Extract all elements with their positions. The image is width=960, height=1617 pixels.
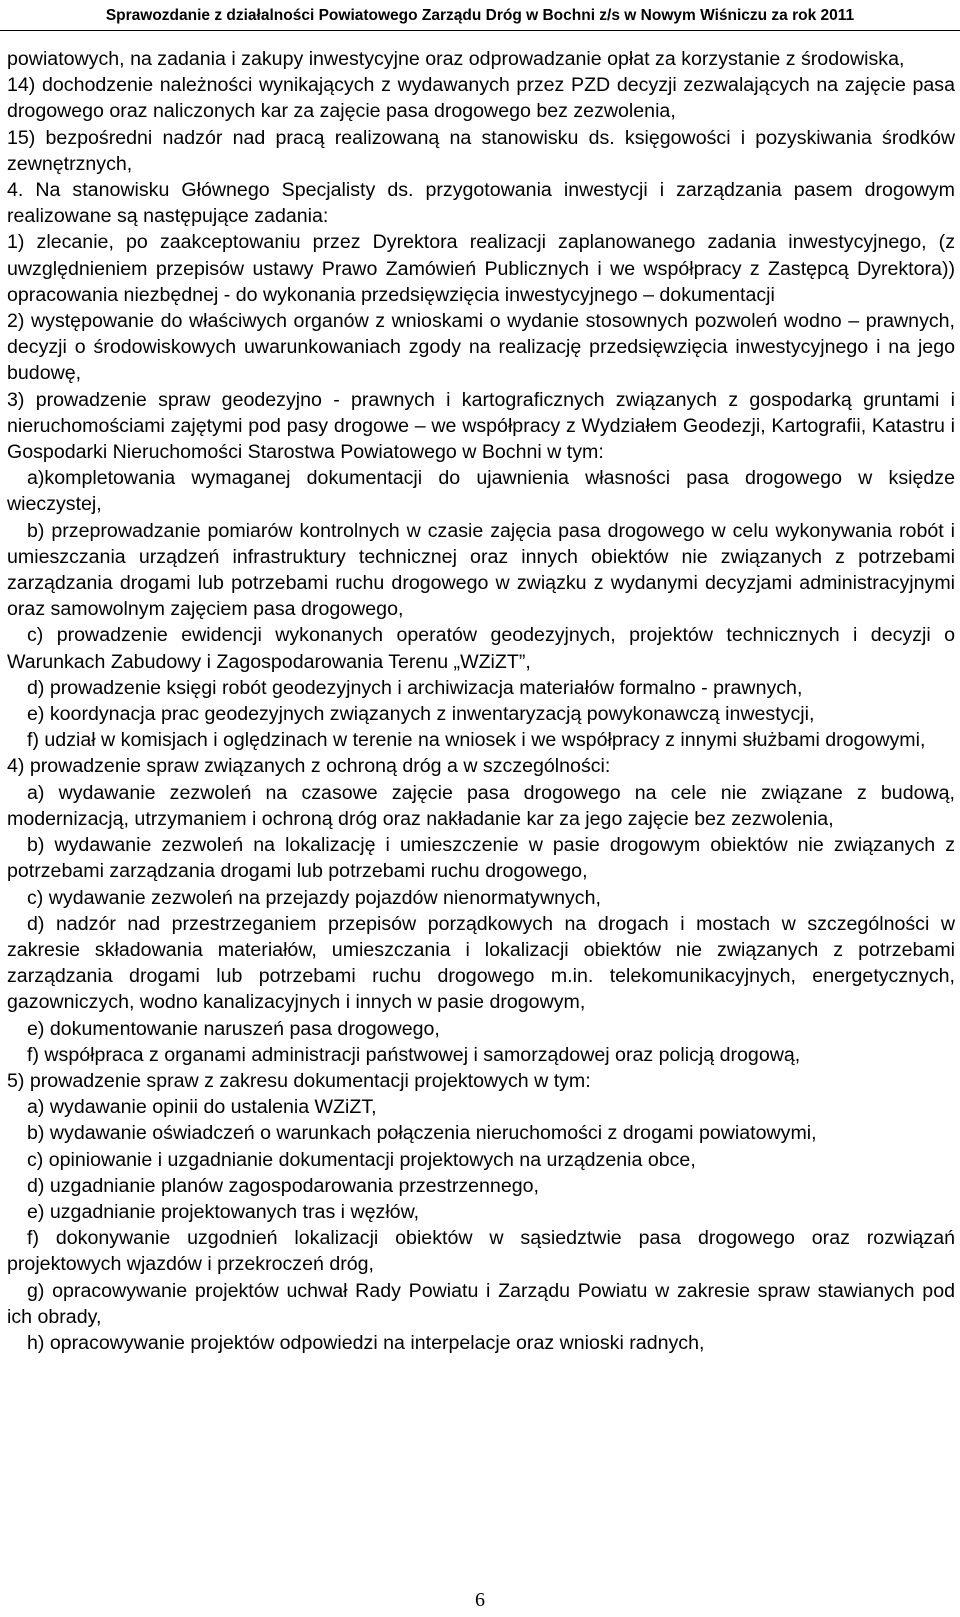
- paragraph: b) wydawanie oświadczeń o warunkach połączenia nieruchomości z drogami powiatowymi,: [27, 1122, 817, 1145]
- page-number: 6: [475, 1589, 485, 1611]
- header-divider: [0, 30, 960, 31]
- paragraph: 14) dochodzenie należności wynikających z wydawanych przez PZD decyzji zezwalających na zajęcie pasa drogowego oraz naliczonych kar za zajęcie pasa drogowego bez zezwolenia,: [7, 74, 955, 123]
- paragraph: b) przeprowadzanie pomiarów kontrolnych w czasie zajęcia pasa drogowego w celu wykonywania robót i umieszczania urządzeń infrastruktury technicznej oraz innych obiektów nie związanych z potrzebami zarządzania drogami lub potrzebami ruchu drogowego w związku z wydanymi decyzjami administracyjnymi oraz samowolnym zajęciem pasa drogowego,: [7, 519, 955, 621]
- paragraph: a) wydawanie zezwoleń na czasowe zajęcie pasa drogowego na cele nie związane z budową, modernizacją, utrzymaniem i ochroną dróg oraz nakładanie kar za jego zajęcie bez zezwolenia,: [7, 781, 955, 830]
- paragraph: c) prowadzenie ewidencji wykonanych operatów geodezyjnych, projektów technicznych i decyzji o Warunkach Zabudowy i Zagospodarowania Terenu „WZiZT”,: [7, 624, 955, 673]
- paragraph: 1) zlecanie, po zaakceptowaniu przez Dyrektora realizacji zaplanowanego zadania inwestycyjnego, (z uwzględnieniem przepisów ustawy Prawo Zamówień Publicznych i we współpracy z Zastępcą Dyrektora)) opracowania niezbędnej - do wykonania przedsięwzięcia inwestycyjnego – dokumentacji: [7, 231, 955, 306]
- paragraph: 4. Na stanowisku Głównego Specjalisty ds. przygotowania inwestycji i zarządzania pasem drogowym realizowane są następujące zadania:: [7, 179, 955, 228]
- paragraph: a)kompletowania wymaganej dokumentacji do ujawnienia własności pasa drogowego w księdze wieczystej,: [7, 467, 955, 516]
- paragraph: 5) prowadzenie spraw z zakresu dokumentacji projektowych w tym:: [7, 1069, 591, 1092]
- paragraph: 4) prowadzenie spraw związanych z ochroną dróg a w szczególności:: [7, 755, 611, 778]
- document-body: [7, 46, 955, 1356]
- paragraph: a) wydawanie opinii do ustalenia WZiZT,: [27, 1096, 377, 1119]
- paragraph: 15) bezpośredni nadzór nad pracą realizowaną na stanowisku ds. księgowości i pozyskiwania środków zewnętrznych,: [7, 126, 955, 175]
- paragraph: e) koordynacja prac geodezyjnych związanych z inwentaryzacją powykonawczą inwestycji,: [27, 703, 815, 726]
- paragraph: f) współpraca z organami administracji państwowej i samorządowej oraz policją drogową,: [27, 1043, 801, 1066]
- paragraph: g) opracowywanie projektów uchwał Rady Powiatu i Zarządu Powiatu w zakresie spraw stawianych pod ich obrady,: [7, 1279, 955, 1328]
- paragraph: d) nadzór nad przestrzeganiem przepisów porządkowych na drogach i mostach w szczególności w zakresie składowania materiałów, umieszczania i lokalizacji obiektów nie związanych z potrzebami zarządzania drogami lub potrzebami ruchu drogowego m.in. telekomunikacyjnych, energetycznych, gazowniczych, wodno kanalizacyjnych i innych w pasie drogowym,: [7, 912, 955, 1014]
- paragraph: b) wydawanie zezwoleń na lokalizację i umieszczenie w pasie drogowym obiektów nie związanych z potrzebami zarządzania drogami lub potrzebami ruchu drogowego,: [7, 834, 955, 883]
- paragraph: d) prowadzenie księgi robót geodezyjnych i archiwizacja materiałów formalno - prawnych,: [27, 676, 803, 699]
- paragraph: 2) występowanie do właściwych organów z wnioskami o wydanie stosownych pozwoleń wodno – prawnych, decyzji o środowiskowych uwarunkowaniach zgody na realizację przedsięwzięcia inwestycyjnego i na jego budowę,: [7, 310, 955, 385]
- paragraph: h) opracowywanie projektów odpowiedzi na interpelacje oraz wnioski radnych,: [27, 1331, 705, 1354]
- paragraph: c) wydawanie zezwoleń na przejazdy pojazdów nienormatywnych,: [27, 886, 601, 909]
- paragraph: f) udział w komisjach i oględzinach w terenie na wniosek i we współpracy z innymi służbami drogowymi,: [27, 729, 926, 752]
- paragraph: powiatowych, na zadania i zakupy inwestycyjne oraz odprowadzanie opłat za korzystanie z środowiska,: [7, 48, 905, 70]
- paragraph: c) opiniowanie i uzgadnianie dokumentacji projektowych na urządzenia obce,: [27, 1148, 696, 1171]
- paragraph: e) uzgadnianie projektowanych tras i węzłów,: [27, 1200, 420, 1223]
- paragraph: e) dokumentowanie naruszeń pasa drogowego,: [27, 1017, 440, 1040]
- paragraph: 3) prowadzenie spraw geodezyjno - prawnych i kartograficznych związanych z gospodarką gruntami i nieruchomościami zajętymi pod pasy drogowe – we współpracy z Wydziałem Geodezji, Kartografii, Katastru i Gospodarki Nieruchomości Starostwa Powiatowego w Bochni w tym:: [7, 388, 955, 464]
- page-header-title: Sprawozdanie z działalności Powiatowego Zarządu Dróg w Bochni z/s w Nowym Wiśniczu za rok 2011: [105, 7, 855, 24]
- paragraph: d) uzgadnianie planów zagospodarowania przestrzennego,: [27, 1174, 539, 1197]
- paragraph: f) dokonywanie uzgodnień lokalizacji obiektów w sąsiedztwie pasa drogowego oraz rozwiązań projektowych wjazdów i przekroczeń dróg,: [7, 1227, 955, 1276]
